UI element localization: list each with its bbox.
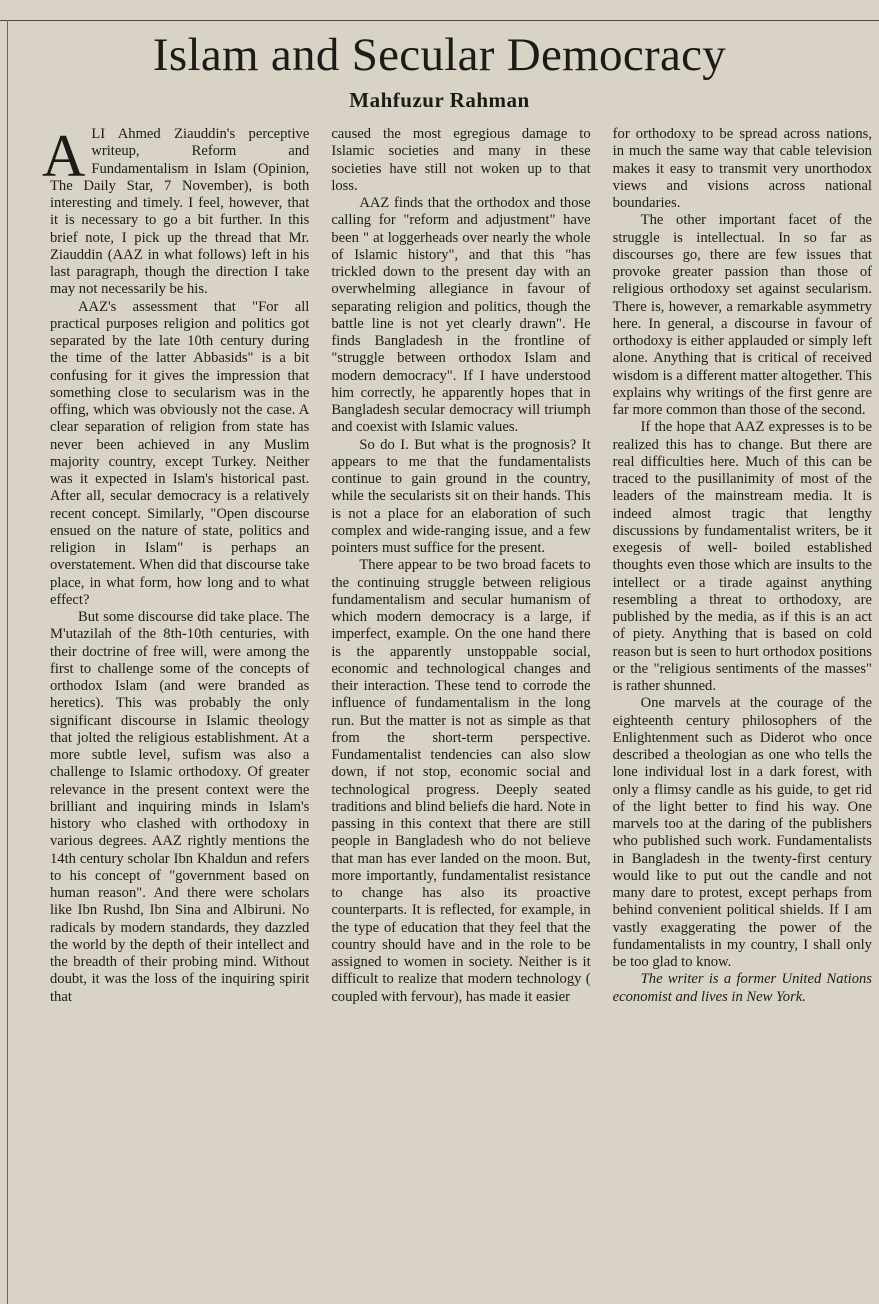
paragraph bbox=[42, 123, 310, 299]
column-2 bbox=[331, 126, 590, 1296]
paragraph: So do I. But what is the prognosis? It appears to me that the fundamentalists continue to gain ground in the country, while the secularists sit on their hands. This is not a place for an elaboration of such complex and wide-ranging issue, and a few pointers must suffice for the present. bbox=[331, 436, 591, 556]
paragraph: caused the most egregious damage to Islamic societies and many in these societies have still not woken up to that loss. bbox=[331, 126, 591, 194]
paragraph: AAZ's assessment that "For all practical purposes religion and politics got separated by the late 10th century during the time of the latter Abbasids" is a bit confusing for it gives the impression that something close to secularism was in the offing, which was obviously not the case. A clear separation of religion from state has never been achieved in any Muslim majority country, except Turkey. Neither was it expected in Islam's historical past. After all, secular democracy is a relatively recent concept. Similarly, "Open discourse ensued on the nature of state, politics and religion in Islam" is perhaps an overstatement. When did that discourse take place, in what form, how long and to what effect? bbox=[50, 298, 310, 608]
paragraph-text: LI Ahmed Ziauddin's perceptive writeup, Reform and Fundamentalism in Islam (Opinion, The Daily Star, 7 November), is both interesting and timely. I feel, however, that it is necessary to go a bit further. In this brief note, I pick up the thread that Mr. Ziauddin (AAZ in what follows) left in his last paragraph, though the direction I take may not necessarily be his. bbox=[50, 126, 310, 298]
author-credit: The writer is a former United Nations economist and lives in New York. bbox=[612, 971, 872, 1005]
drop-cap: A bbox=[42, 123, 86, 189]
paragraph: for orthodoxy to be spread across nations, in much the same way that cable television makes it easy to transmit very unorthodox views and visions across national boundaries. bbox=[612, 126, 872, 211]
paragraph: AAZ finds that the orthodox and those calling for "reform and adjustment" have been " at loggerheads over nearly the whole of Islamic history", and that this "has trickled down to the present day with an overwhelming allegiance in favour of separating religion and politics, though the battle line is not yet clearly drawn". He finds Bangladesh in the frontline of "struggle between orthodox Islam and modern democracy". If I have understood him correctly, he apparently hopes that in Bangladesh secular democracy will triumph and coexist with Islamic values. bbox=[331, 195, 591, 436]
column-3 bbox=[613, 126, 872, 1296]
paragraph: There appear to be two broad facets to the continuing struggle between religious fundamentalism and secular humanism of which modern democracy is a large, if imperfect, example. On the one hand there is the apparently unstoppable social, economic and technological changes and their interaction. These tend to corrode the influence of fundamentalism in the long run. But the matter is not as simple as that from the short-term perspective. Fundamentalist tendencies can also slow down, if not stop, economic social and technological progress. Deeply seated traditions and blind beliefs die hard. Note in passing in this context that there are still people in Bangladesh who do not believe that man has ever landed on the moon. But, more importantly, fundamentalist resistance to change has also its proactive counterparts. It is reflected, for example, in the type of education that they feel that the country should have and in the role to be assigned to women in society. Neither is it difficult to realize that modern technology ( coupled with fervour), has made it easier bbox=[331, 557, 591, 1005]
paragraph: But some discourse did take place. The M'utazilah of the 8th-10th centuries, with their doctrine of free will, were among the first to challenge some of the concepts of orthodox Islam (and were branded as heretics). This was probably the only significant discourse in Islamic theology that jolted the religious establishment. At a more subtle level, sufism was also a challenge to Islamic orthodoxy. Of greater relevance in the present context were the brilliant and inquiring minds in Islam's history who clashed with orthodoxy in various degrees. AAZ rightly mentions the 14th century scholar Ibn Khaldun and refers to his concept of "government based on human reason". And there were scholars like Ibn Rushd, Ibn Sina and Albiruni. No radicals by modern standards, they dazzled the world by the depth of their intellect and the breadth of their probing mind. Without doubt, it was the loss of the inquiring spirit that bbox=[50, 609, 310, 1005]
paragraph: One marvels at the courage of the eighteenth century philosophers of the Enlightenment such as Diderot who once described a theologian as one who tells the lone individual lost in a dark forest, with only a flimsy candle as his guide, to get rid of the light better to find his way. One marvels too at the daring of the publishers who published such work. Fundamentalists in Bangladesh in the twenty-first century would like to put out the candle and not many dare to protest, except perhaps from behind convenient political shields. If I am vastly exaggerating the power of the fundamentalists in my country, I shall only be too glad to know. bbox=[612, 695, 872, 970]
paragraph: The other important facet of the struggle is intellectual. In so far as discourses go, there are few issues that provoke greater passion than those of religious orthodoxy set against secularism. There is, however, a remarkable asymmetry here. In general, a discourse in favour of orthodoxy is either applauded or simply left alone. Anything that is critical of received wisdom is a different matter altogether. This explains why writings of the first genre are far more common than those of the second. bbox=[612, 212, 872, 418]
byline: Mahfuzur Rahman bbox=[349, 88, 530, 112]
headline: Islam and Secular Democracy bbox=[152, 29, 727, 81]
article-body bbox=[42, 123, 872, 1296]
column-rule bbox=[7, 20, 8, 1304]
column-1 bbox=[42, 123, 310, 1296]
top-rule bbox=[0, 20, 879, 21]
paragraph: If the hope that AAZ expresses is to be realized this has to change. But there are real difficulties here. Much of this can be traced to the pusillanimity of most of the leaders of the mainstream media. It is indeed almost tragic that lengthy discussions by fundamentalist writers, be it exegesis of well- boiled established thoughts even those which are insults to the intellect or a tirade against anything resembling a threat to orthodoxy, are published by the media, as if this is an act of piety. Anything that is based on cold reason but is seen to hurt orthodox positions or the "religious sentiments of the masses" is rather shunned. bbox=[612, 419, 872, 694]
